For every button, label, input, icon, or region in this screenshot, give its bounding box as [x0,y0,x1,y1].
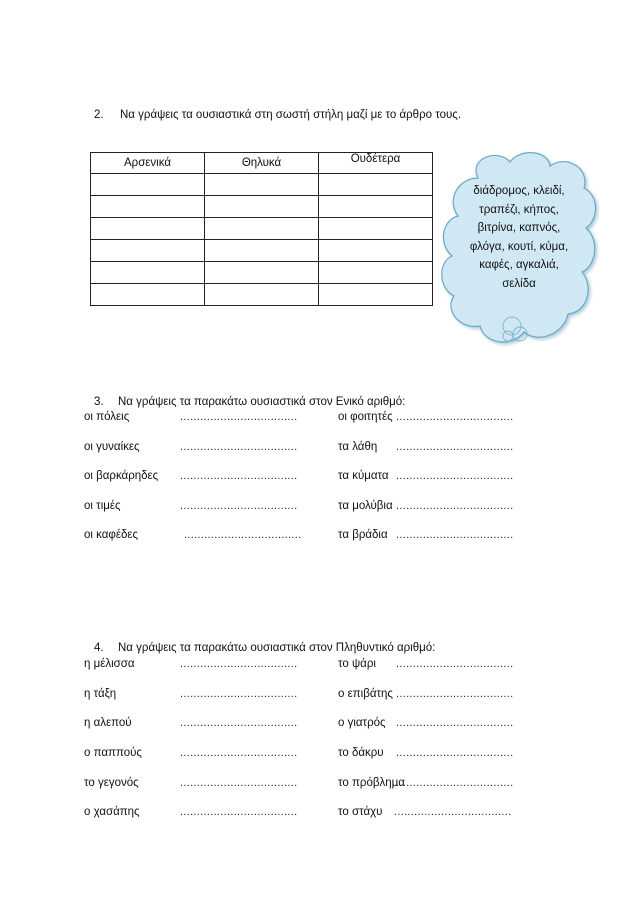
answer-cell[interactable] [205,196,319,218]
plural-prompt-right: ο επιβάτης [338,688,393,700]
cloud-word-line: διάδρομος, κλειδί, [473,185,565,197]
singular-prompt-left: οι βαρκάρηδες [84,470,159,482]
singular-prompt-right: οι φοιτητές [338,411,393,423]
answer-blank[interactable]: ................................... [180,747,298,759]
answer-blank[interactable]: ................................... [184,529,302,541]
answer-cell[interactable] [91,174,205,196]
plural-prompt-left: το γεγονός [84,777,139,789]
answer-blank[interactable]: ................................... [180,717,298,729]
section3-number: 3. [94,396,104,408]
cloud-word-line: βιτρίνα, καπνός, [477,222,561,234]
answer-cell[interactable] [205,174,319,196]
answer-cell[interactable] [91,240,205,262]
section4-number: 4. [94,642,104,654]
table-row [91,196,433,218]
answer-blank[interactable]: ................................... [180,500,298,512]
table-row [91,284,433,306]
table-row [91,240,433,262]
plural-prompt-left: η μέλισσα [84,658,135,670]
noun-gender-table [90,152,433,306]
plural-prompt-right: το ψάρι [338,658,376,670]
table-row [91,174,433,196]
section4-instruction: Να γράψεις τα παρακάτω ουσιαστικά στον Πληθυντικό αριθμό: [118,642,436,654]
answer-blank[interactable]: ................................... [180,441,298,453]
answer-blank[interactable]: ................................... [396,441,514,453]
section2-number: 2. [94,109,104,121]
header-masculine: Αρσενικά [91,153,205,174]
answer-blank[interactable]: ................................... [396,777,514,789]
cloud-word-line: φλόγα, κουτί, κύμα, [469,240,569,253]
plural-prompt-left: η αλεπού [84,717,132,729]
plural-prompt-left: ο χασάπης [84,806,140,818]
cloud-word-line: καφές, αγκαλιά, [479,259,559,271]
singular-prompt-left: οι πόλεις [84,411,130,423]
answer-cell[interactable] [91,196,205,218]
section2-instruction: Να γράψεις τα ουσιαστικά στη σωστή στήλη μαζί με το άρθρο τους. [120,109,462,121]
plural-prompt-right: το στάχυ [338,806,383,818]
answer-blank[interactable]: ................................... [396,688,514,700]
singular-prompt-right: τα μολύβια [338,500,393,512]
answer-blank[interactable]: ................................... [394,806,512,818]
answer-cell[interactable] [205,218,319,240]
cloud-word-line: τραπέζι, κήπος, [479,203,559,216]
answer-blank[interactable]: ................................... [396,658,514,670]
answer-blank[interactable]: ................................... [396,529,514,541]
answer-blank[interactable]: ................................... [396,470,514,482]
answer-cell[interactable] [319,240,433,262]
answer-cell[interactable] [319,262,433,284]
plural-prompt-right: το δάκρυ [338,747,384,759]
answer-cell[interactable] [319,218,433,240]
cloud-word-bank [452,182,586,293]
answer-blank[interactable]: ................................... [396,747,514,759]
answer-cell[interactable] [91,218,205,240]
answer-cell[interactable] [205,262,319,284]
plural-prompt-left: η τάξη [84,688,117,700]
singular-prompt-left: οι γυναίκες [84,441,140,453]
section3-instruction: Να γράψεις τα παρακάτω ουσιαστικά στον Ενικό αριθμό: [118,396,406,408]
answer-cell[interactable] [319,174,433,196]
singular-prompt-right: τα κύματα [338,470,389,482]
answer-blank[interactable]: ................................... [180,658,298,670]
singular-prompt-left: οι τιμές [84,500,121,512]
header-neuter: Ουδέτερα [319,153,433,174]
table-header-row [91,153,433,174]
cloud-word-line: σελίδα [502,277,536,290]
answer-cell[interactable] [91,262,205,284]
answer-blank[interactable]: ................................... [180,688,298,700]
table-row [91,262,433,284]
answer-cell[interactable] [205,284,319,306]
singular-prompt-left: οι καφέδες [84,529,139,541]
answer-cell[interactable] [205,240,319,262]
answer-blank[interactable]: ................................... [396,500,514,512]
answer-blank[interactable]: ................................... [396,411,514,423]
answer-blank[interactable]: ................................... [180,470,298,482]
plural-prompt-left: ο παππούς [84,747,142,759]
answer-cell[interactable] [319,284,433,306]
plural-prompt-right: ο γιατρός [338,717,386,729]
answer-blank[interactable]: ................................... [180,411,298,423]
plural-prompt-right: το πρόβλημα [338,777,405,789]
header-feminine: Θηλυκά [205,153,319,174]
answer-blank[interactable]: ................................... [180,777,298,789]
answer-cell[interactable] [319,196,433,218]
singular-prompt-right: τα βράδια [338,529,388,541]
singular-prompt-right: τα λάθη [338,441,378,453]
answer-blank[interactable]: ................................... [180,806,298,818]
table-row [91,218,433,240]
answer-cell[interactable] [91,284,205,306]
answer-blank[interactable]: ................................... [396,717,514,729]
